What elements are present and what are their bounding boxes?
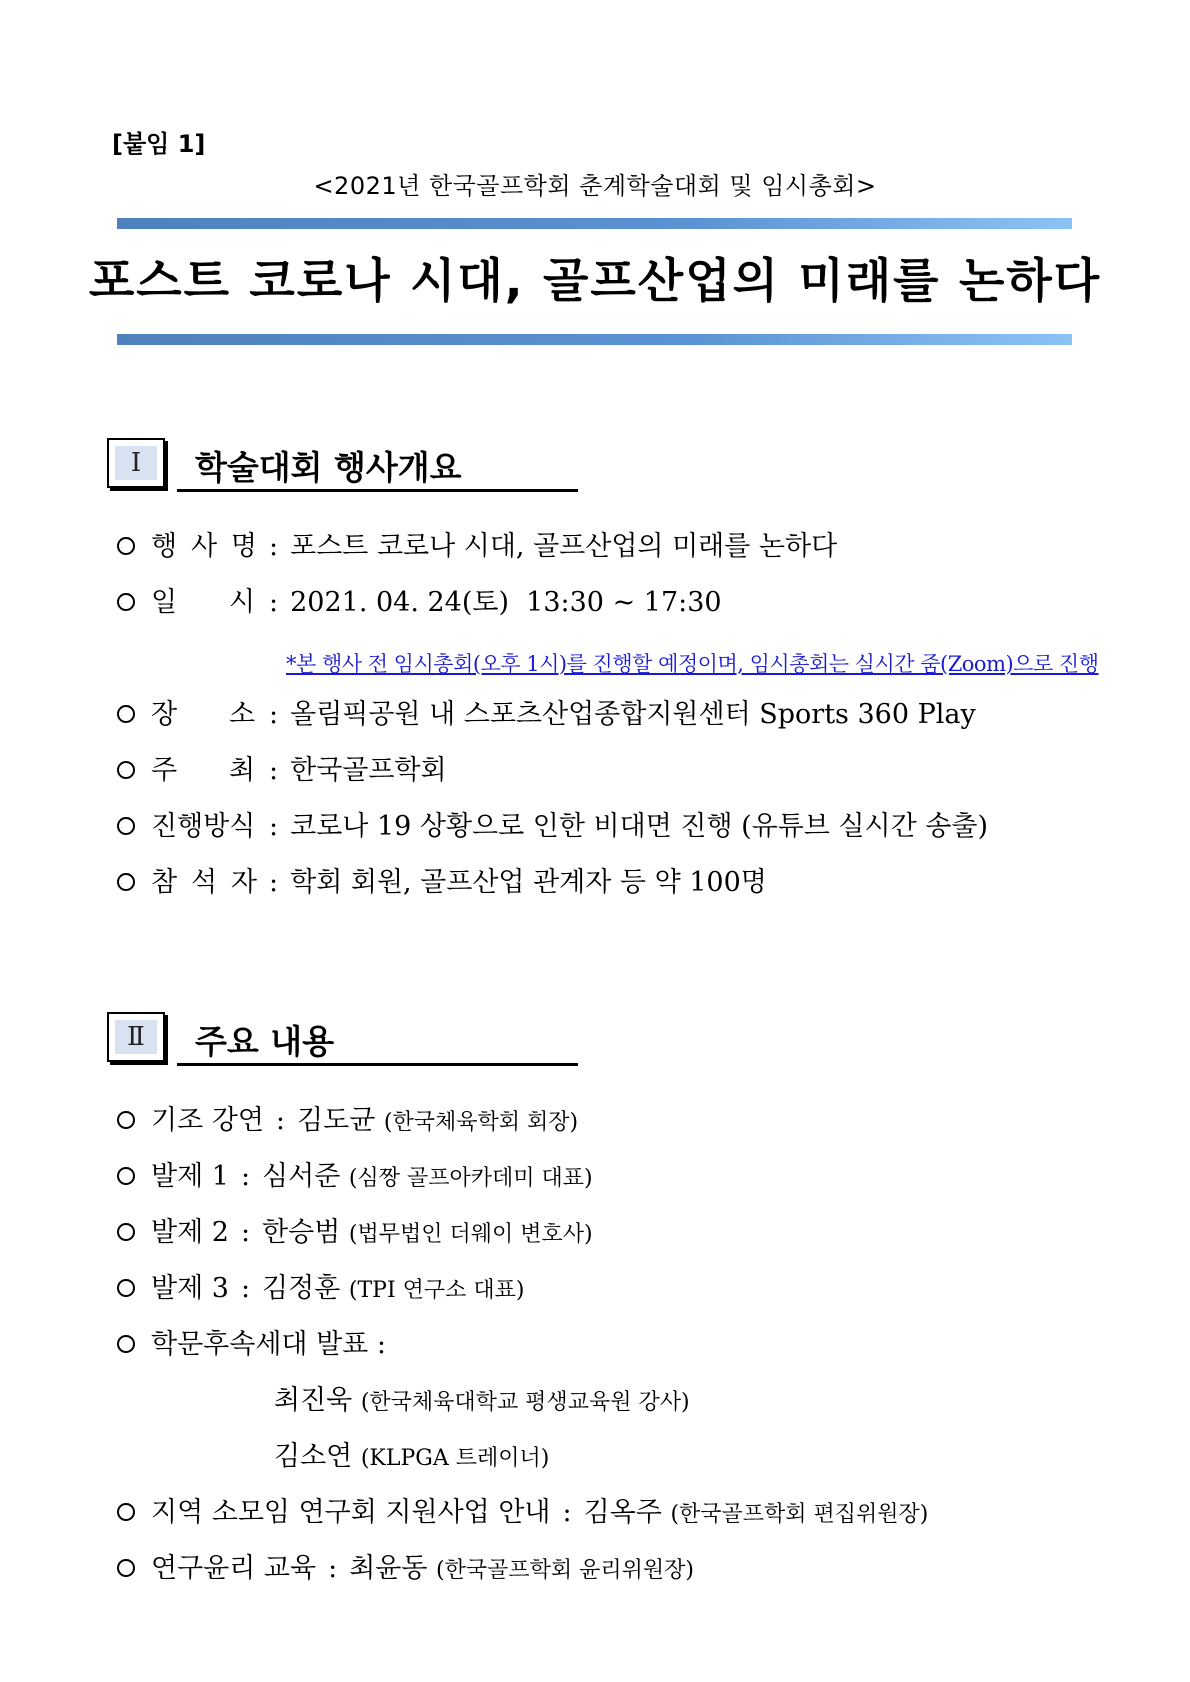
overview-item-date: 일 시 : 2021. 04. 24(토) 13:30 ~ 17:30 xyxy=(117,586,722,620)
section-2-number-box xyxy=(107,1012,165,1062)
title-bar-top xyxy=(117,218,1072,229)
speaker-name: 김옥주 xyxy=(583,1497,662,1528)
speaker-affiliation: (법무법인 더웨이 변호사) xyxy=(348,1222,593,1247)
section-2-underline xyxy=(177,1063,578,1066)
item-label: 진행방식 xyxy=(151,811,256,842)
overview-item-attendees: 참 석 자 : 학회 회원, 골프산업 관계자 등 약 100명 xyxy=(117,866,767,900)
item-label-a: 장 xyxy=(151,699,178,730)
item-value: 코로나 19 상황으로 인한 비대면 진행 (유튜브 실시간 송출) xyxy=(290,811,988,842)
young-scholar-1 xyxy=(274,1384,690,1420)
bullet-circle-icon xyxy=(117,1111,135,1129)
bullet-circle-icon xyxy=(117,1503,135,1521)
item-value: 학회 회원, 골프산업 관계자 등 약 100명 xyxy=(290,867,767,898)
program-item-young-scholars: 학문후속세대 발표 : xyxy=(117,1328,386,1362)
speaker-affiliation: (KLPGA 트레이너) xyxy=(360,1446,550,1471)
section-1-number-box xyxy=(107,438,165,488)
item-label: 행 사 명 xyxy=(151,531,257,562)
bullet-circle-icon xyxy=(117,537,135,555)
schedule-note: *본 행사 전 임시총회(오후 1시)를 진행할 예정이며, 임시총회는 실시간 줌(Zoom)으로 진행 xyxy=(286,652,1099,676)
overview-item-host: 주 최 : 한국골프학회 xyxy=(117,754,447,788)
overview-item-name: 행 사 명 : 포스트 코로나 시대, 골프산업의 미래를 논하다 xyxy=(117,530,837,564)
item-label-b: 최 xyxy=(229,755,256,786)
item-label-b: 시 xyxy=(229,587,256,618)
speaker-affiliation: (한국체육대학교 평생교육원 강사) xyxy=(360,1390,690,1415)
section-2-numeral: Ⅱ xyxy=(115,1020,157,1054)
speaker-name: 최진욱 xyxy=(274,1385,353,1416)
item-value: 올림픽공원 내 스포츠산업종합지원센터 Sports 360 Play xyxy=(290,699,976,730)
bullet-circle-icon xyxy=(117,761,135,779)
speaker-name: 최윤동 xyxy=(349,1553,428,1584)
bullet-circle-icon xyxy=(117,1559,135,1577)
item-value: 2021. 04. 24(토) 13:30 ~ 17:30 xyxy=(290,587,722,618)
bullet-circle-icon xyxy=(117,1335,135,1353)
section-1-underline xyxy=(177,489,578,492)
speaker-name: 김정훈 xyxy=(262,1273,341,1304)
main-title: 포스트 코로나 시대, 골프산업의 미래를 논하다 xyxy=(88,254,1102,309)
attachment-label: [붙임 1] xyxy=(112,130,206,158)
speaker-name: 심서준 xyxy=(262,1161,341,1192)
bullet-circle-icon xyxy=(117,1223,135,1241)
item-label-a: 주 xyxy=(151,755,178,786)
speaker-name: 김소연 xyxy=(274,1441,353,1472)
program-item-presentation-3: 발제 3 : 김정훈 (TPI 연구소 대표) xyxy=(117,1272,524,1308)
overview-item-venue: 장 소 : 올림픽공원 내 스포츠산업종합지원센터 Sports 360 Play xyxy=(117,698,976,732)
overview-item-method: 진행방식 : 코로나 19 상황으로 인한 비대면 진행 (유튜브 실시간 송출) xyxy=(117,810,988,844)
program-item-regional-support: 지역 소모임 연구회 지원사업 안내 : 김옥주 (한국골프학회 편집위원장) xyxy=(117,1496,928,1532)
bullet-circle-icon xyxy=(117,1167,135,1185)
speaker-affiliation: (TPI 연구소 대표) xyxy=(348,1278,525,1303)
section-1-numeral: Ⅰ xyxy=(115,446,157,480)
program-item-presentation-2: 발제 2 : 한승범 (법무법인 더웨이 변호사) xyxy=(117,1216,593,1252)
item-value: 포스트 코로나 시대, 골프산업의 미래를 논하다 xyxy=(290,531,838,562)
item-value: 한국골프학회 xyxy=(290,755,447,786)
bullet-circle-icon xyxy=(117,873,135,891)
item-label: 참 석 자 xyxy=(151,867,257,898)
section-2-title: 주요 내용 xyxy=(195,1022,335,1061)
program-item-research-ethics: 연구윤리 교육 : 최윤동 (한국골프학회 윤리위원장) xyxy=(117,1552,694,1588)
speaker-affiliation: (심짱 골프아카데미 대표) xyxy=(348,1166,593,1191)
speaker-affiliation: (한국골프학회 윤리위원장) xyxy=(436,1558,694,1583)
speaker-name: 김도균 xyxy=(297,1105,376,1136)
event-title: <2021년 한국골프학회 춘계학술대회 및 임시총회> xyxy=(313,172,877,200)
bullet-circle-icon xyxy=(117,1279,135,1297)
item-label-a: 일 xyxy=(151,587,178,618)
young-scholar-2 xyxy=(274,1440,549,1476)
speaker-affiliation: (한국체육학회 회장) xyxy=(383,1110,579,1135)
item-label-b: 소 xyxy=(229,699,256,730)
title-bar-bottom xyxy=(117,334,1072,345)
speaker-affiliation: (한국골프학회 편집위원장) xyxy=(670,1502,929,1527)
bullet-circle-icon xyxy=(117,593,135,611)
section-1-title: 학술대회 행사개요 xyxy=(195,448,462,487)
speaker-name: 한승범 xyxy=(262,1217,341,1248)
program-item-presentation-1: 발제 1 : 심서준 (심짱 골프아카데미 대표) xyxy=(117,1160,593,1196)
program-item-keynote: 기조 강연 : 김도균 (한국체육학회 회장) xyxy=(117,1104,578,1140)
bullet-circle-icon xyxy=(117,817,135,835)
bullet-circle-icon xyxy=(117,705,135,723)
